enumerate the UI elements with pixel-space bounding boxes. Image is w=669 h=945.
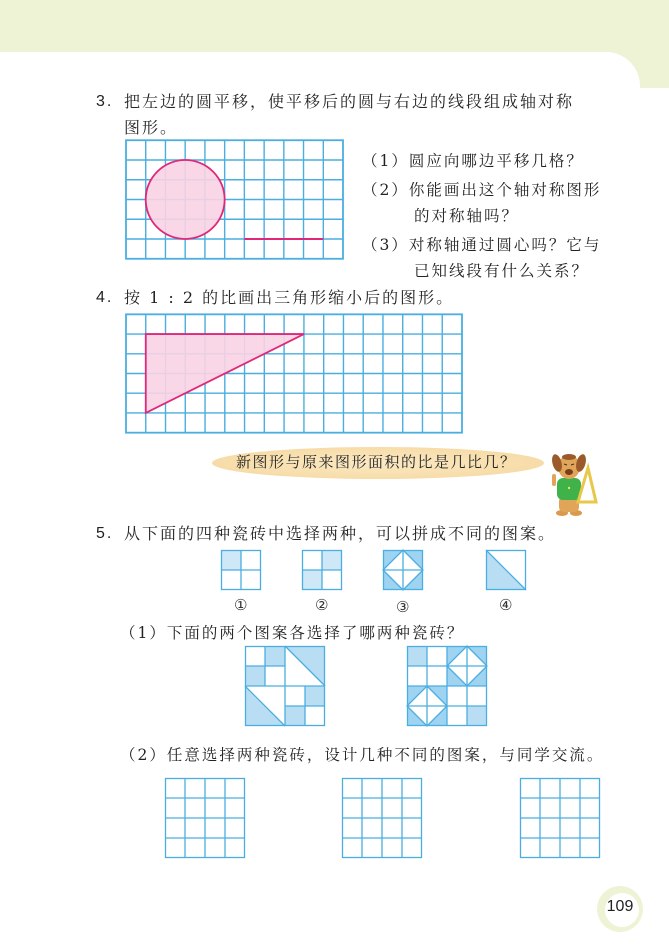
design-grid-3[interactable] — [520, 778, 600, 858]
q3-sub3-line1: （3）对称轴通过圆心吗？它与 — [362, 236, 602, 254]
design-grid-2[interactable] — [342, 778, 422, 858]
q4-grid — [126, 314, 462, 433]
q3-sub1: （1）圆应向哪边平移几格？ — [362, 152, 584, 170]
pattern-a — [245, 646, 325, 726]
page-number: 109 — [606, 898, 634, 915]
speech-bubble-text: 新图形与原来图形面积的比是几比几？ — [236, 453, 517, 471]
tile-label-4: ④ — [499, 596, 513, 614]
q3-sub2-line2: 的对称轴吗？ — [414, 207, 520, 225]
q3-number: 3. — [96, 93, 114, 110]
q5-sub2: （2）任意选择两种瓷砖，设计几种不同的图案，与同学交流。 — [120, 746, 605, 764]
q3-text-line1: 把左边的圆平移，使平移后的圆与右边的线段组成轴对称 — [124, 92, 575, 111]
q3-grid — [126, 140, 343, 259]
tile-label-3: ③ — [396, 598, 410, 616]
q4-text: 按 1 : 2 的比画出三角形缩小后的图形。 — [124, 288, 455, 307]
tile-2 — [302, 550, 342, 590]
pink-circle — [146, 160, 225, 239]
q5-sub1: （1）下面的两个图案各选择了哪两种瓷砖？ — [120, 624, 465, 642]
q5-number: 5. — [96, 525, 114, 542]
q3-text-line2: 图形。 — [124, 118, 179, 137]
tile-4 — [486, 550, 526, 590]
tile-label-1: ① — [234, 596, 248, 614]
q4-number: 4. — [96, 289, 114, 306]
dog-mascot-icon — [548, 450, 598, 516]
q3-sub2-line1: （2）你能画出这个轴对称图形 — [362, 181, 602, 199]
pattern-b — [407, 646, 487, 726]
design-grid-1[interactable] — [165, 778, 245, 858]
q3-sub3-line2: 已知线段有什么关系？ — [414, 262, 590, 280]
tile-3 — [383, 550, 423, 590]
tile-1 — [221, 550, 261, 590]
q5-text: 从下面的四种瓷砖中选择两种，可以拼成不同的图案。 — [124, 524, 557, 543]
tile-label-2: ② — [315, 596, 329, 614]
